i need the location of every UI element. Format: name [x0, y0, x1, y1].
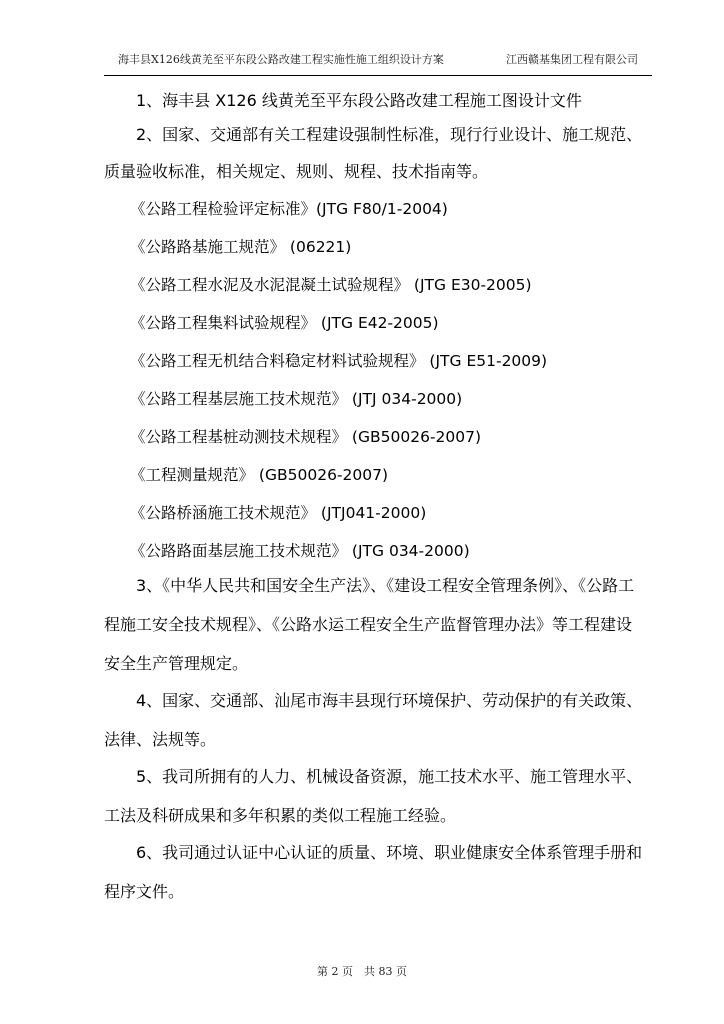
standard-item: 《公路工程无机结合料稳定材料试验规程》 (JTG E51-2009) [130, 352, 548, 370]
item-1: 1、海丰县 X126 线黄羌至平东段公路改建工程施工图设计文件 [136, 91, 582, 110]
item-5-line-1: 5、我司所拥有的人力、机械设备资源，施工技术水平、施工管理水平、 [136, 767, 643, 786]
page-header [104, 48, 652, 68]
item-6-line-2: 程序文件。 [104, 882, 185, 901]
standard-item: 《公路工程基桩动测技术规程》 (GB50026-2007) [130, 428, 482, 446]
standard-item: 《公路路面基层施工技术规范》 (JTG 034-2000) [130, 542, 470, 560]
standard-item: 《工程测量规范》 (GB50026-2007) [130, 466, 389, 484]
item-2-line-2: 质量验收标准，相关规定、规则、规程、技术指南等。 [104, 162, 489, 181]
standard-item: 《公路工程检验评定标准》(JTG F80/1-2004) [130, 200, 448, 218]
standard-item: 《公路工程水泥及水泥混凝土试验规程》 (JTG E30-2005) [130, 276, 532, 294]
item-3-line-3: 安全生产管理规定。 [104, 654, 249, 673]
item-3-line-2: 程施工安全技术规程》、《公路水运工程安全生产监督管理办法》等工程建设 [104, 615, 633, 634]
item-4-line-2: 法律、法规等。 [104, 730, 217, 749]
item-2-line-1: 2、国家、交通部有关工程建设强制性标准，现行行业设计、施工规范、 [136, 125, 643, 144]
item-6-line-1: 6、我司通过认证中心认证的质量、环境、职业健康安全体系管理手册和 [136, 843, 643, 862]
standard-item: 《公路工程基层施工技术规范》 (JTJ 034-2000) [130, 390, 463, 408]
page-number: 第 2 页 共 83 页 [317, 965, 407, 978]
item-4-line-1: 4、国家、交通部、汕尾市海丰县现行环境保护、劳动保护的有关政策、 [136, 691, 643, 710]
header-company-name: 江西赣基集团工程有限公司 [506, 53, 638, 66]
standard-item: 《公路桥涵施工技术规范》 (JTJ041-2000) [130, 504, 427, 522]
header-project-title: 海丰县X126线黄羌至平东段公路改建工程实施性施工组织设计方案 [118, 53, 444, 66]
standard-item: 《公路工程集料试验规程》 (JTG E42-2005) [130, 314, 439, 332]
header-divider [104, 75, 652, 76]
item-5-line-2: 工法及科研成果和多年积累的类似工程施工经验。 [104, 806, 457, 825]
standard-item: 《公路路基施工规范》 (06221) [130, 238, 352, 256]
item-3-line-1: 3、《中华人民共和国安全生产法》、《建设工程安全管理条例》、《公路工 [136, 576, 635, 595]
